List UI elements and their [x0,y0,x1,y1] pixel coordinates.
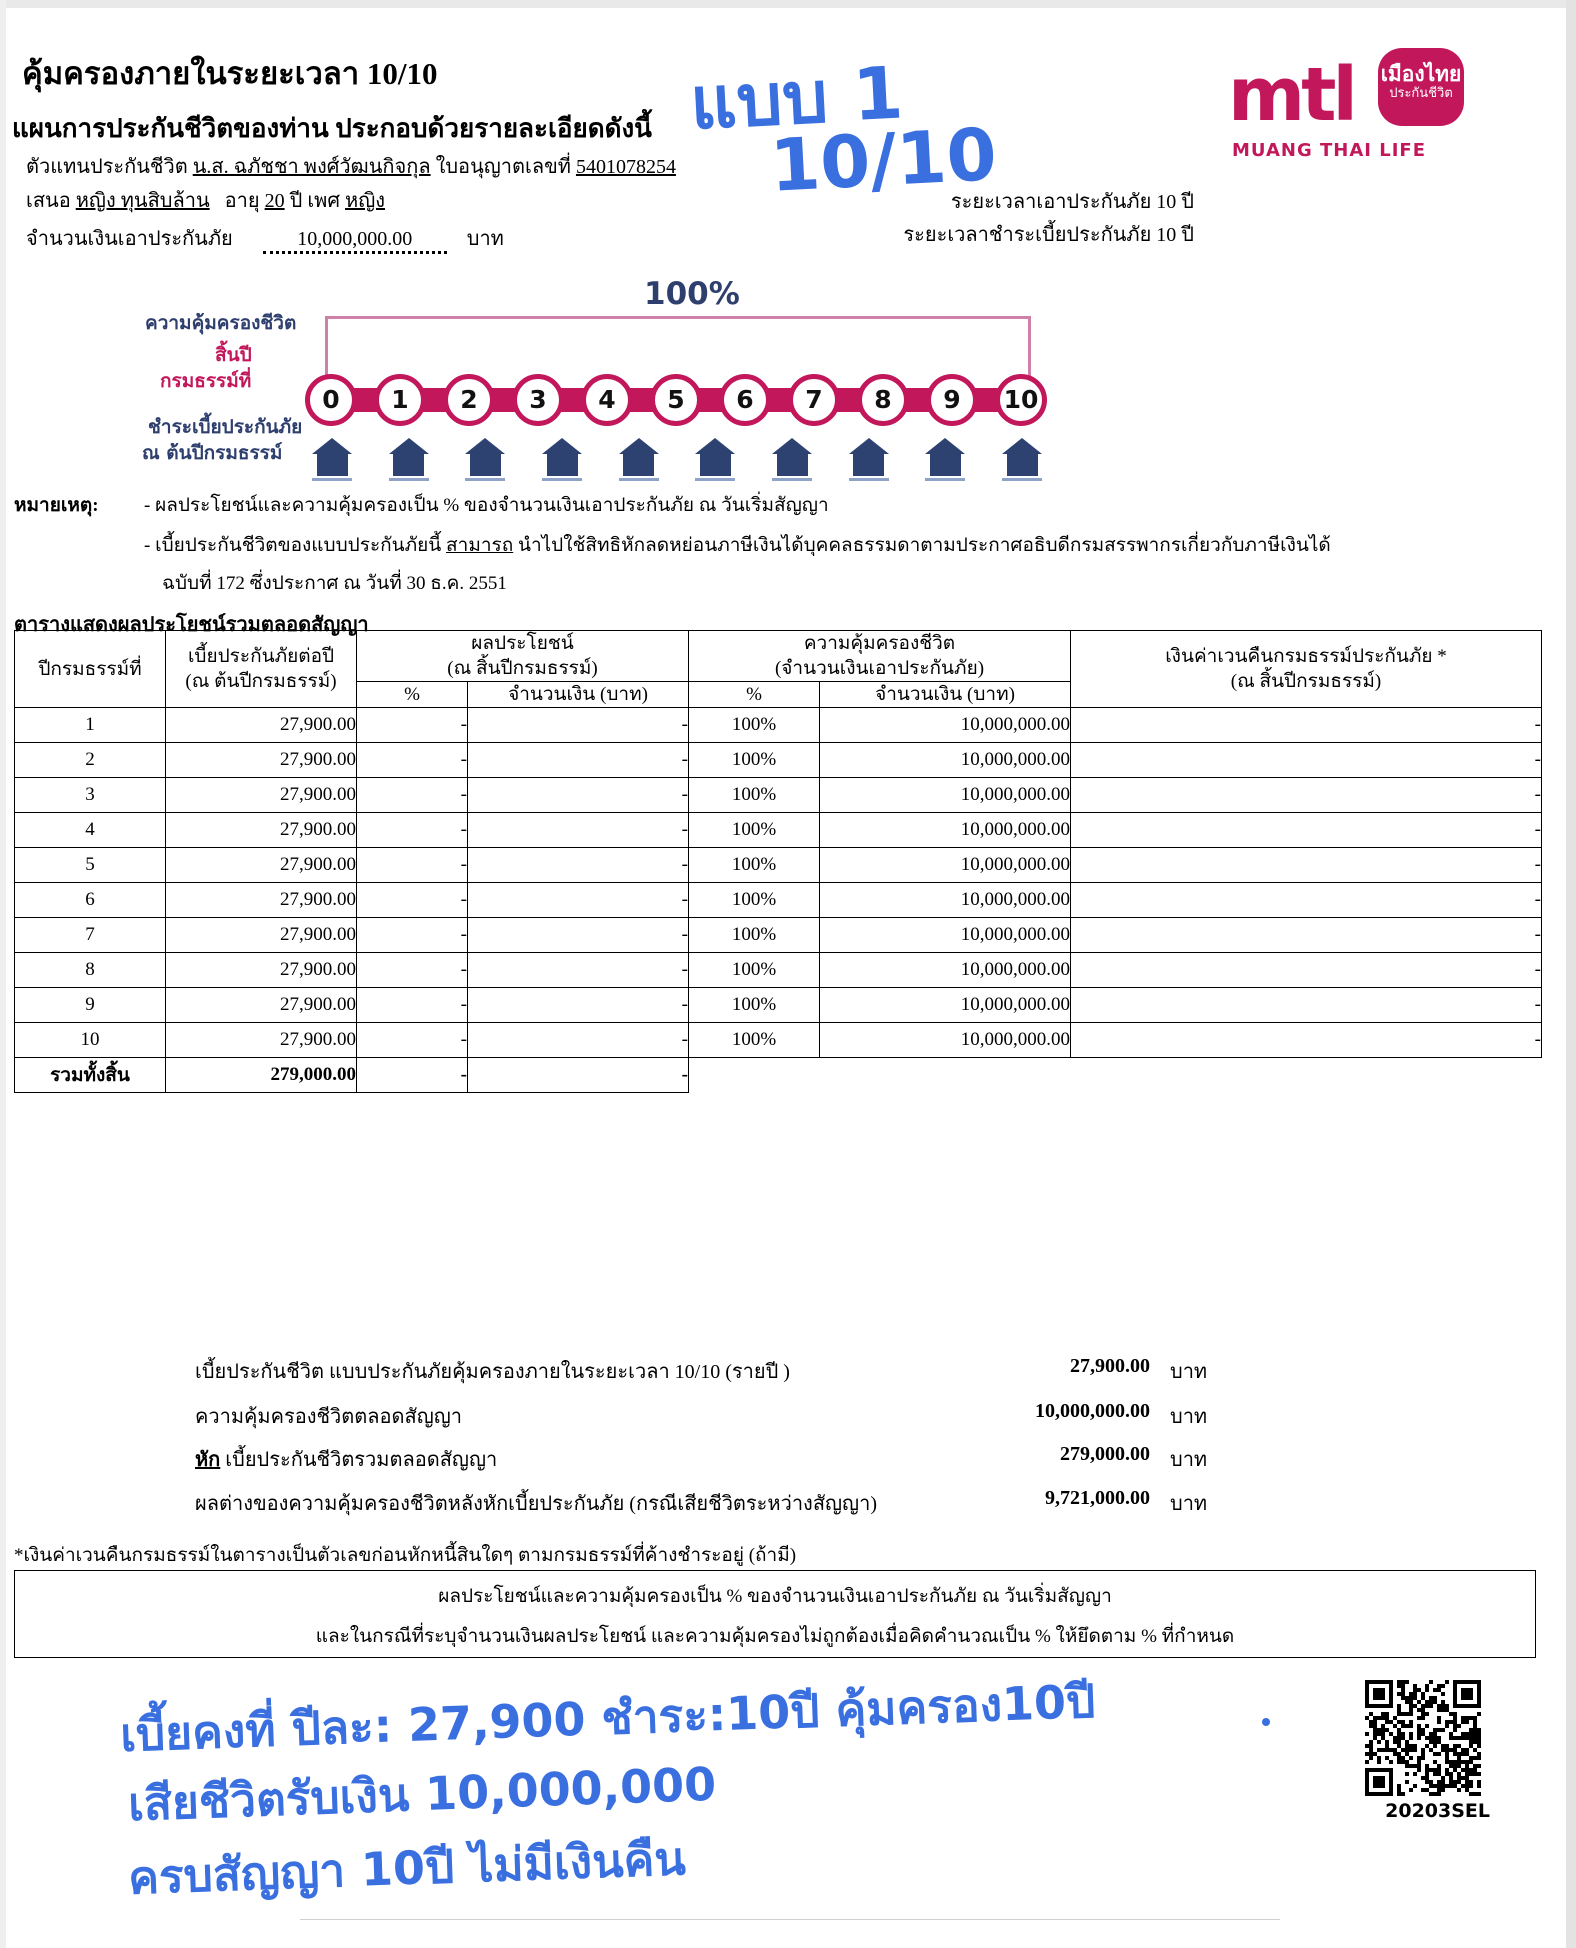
cell-benefit-amount: - [468,813,689,848]
diagram-endyear-label-2: กรมธรรม์ที่ [160,370,252,392]
table-row [15,743,1542,778]
table-footnote: *เงินค่าเวนคืนกรมธรรม์ในตารางเป็นตัวเลขก่อนหักหนี้สินใดๆ ตามกรมธรรม์ที่ค้างชำระอยู่ (ถ้ามี) [14,1545,797,1566]
total-benefit-pct: - [357,1058,468,1093]
cell-surrender: - [1071,848,1542,883]
summary-label-underline-2: หัก [195,1449,221,1471]
cell-year: 1 [15,708,166,743]
summary-label-text-0: เบี้ยประกันชีวิต แบบประกันภัยคุ้มครองภายในระยะเวลา 10/10 (รายปี ) [195,1361,790,1383]
header-premium-line1: เบี้ยประกันภัยต่อปี [187,646,335,667]
header-benefit-line2: (ณ สิ้นปีกรมธรรม์) [447,658,598,679]
note-line-3: ฉบับที่ 172 ซึ่งประกาศ ณ วันที่ 30 ธ.ค. 2551 [162,573,507,594]
cell-year: 6 [15,883,166,918]
table-caption: ตารางแสดงผลประโยชน์รวมตลอดสัญญา [14,614,369,636]
cell-premium: 27,900.00 [166,918,357,953]
scan-edge-right [1566,0,1576,1948]
summary-unit-3: บาท [1170,1493,1208,1515]
header-coverage-pct: % [689,682,820,708]
summary-unit-0: บาท [1170,1361,1208,1383]
cell-coverage-pct: 100% [689,778,820,813]
timeline-node-7: 7 [788,374,840,426]
cell-benefit-pct: - [357,953,468,988]
cell-coverage-pct: 100% [689,953,820,988]
cell-coverage-pct: 100% [689,883,820,918]
sum-insured-value: 10,000,000.00 [263,228,447,254]
cell-coverage-pct: 100% [689,1023,820,1058]
header-benefit [357,631,689,682]
header-coverage [689,631,1071,682]
cell-premium: 27,900.00 [166,813,357,848]
cell-benefit-amount: - [468,953,689,988]
summary-unit-1: บาท [1170,1406,1208,1428]
note-line-2-b: นำไปใช้สิทธิหักลดหย่อนภาษีเงินได้บุคคลธรรมดาตามประกาศอธิบดีกรมสรรพากรเกี่ยวกับภาษีเงินได้ [513,535,1331,556]
cell-year: 10 [15,1023,166,1058]
cell-surrender: - [1071,988,1542,1023]
cell-coverage-amount: 10,000,000.00 [820,813,1071,848]
table-header-row-1 [15,631,1542,682]
table-row [15,918,1542,953]
diagram-payment-label-2: ณ ต้นปีกรมธรรม์ [142,442,283,464]
cell-benefit-pct: - [357,778,468,813]
cell-surrender: - [1071,743,1542,778]
cell-benefit-pct: - [357,743,468,778]
table-row [15,813,1542,848]
cell-benefit-amount: - [468,848,689,883]
header-benefit-amount: จำนวนเงิน (บาท) [468,682,689,708]
header-premium-line2: (ณ ต้นปีกรมธรรม์) [185,671,337,692]
page-subtitle: แผนการประกันชีวิตของท่าน ประกอบด้วยรายละเอียดดังนี้ [12,114,652,143]
table-body [15,708,1542,1093]
cell-premium: 27,900.00 [166,988,357,1023]
cell-benefit-pct: - [357,1023,468,1058]
total-blank [689,1058,1542,1093]
coverage-percent-label: 100% [644,276,740,312]
disclaimer-line-2: และในกรณีที่ระบุจำนวนเงินผลประโยชน์ และความคุ้มครองไม่ถูกต้องเมื่อคิดคำนวณเป็น % ให้ยึดตาม % ที่กำหนด [315,1626,1235,1647]
sum-insured-line [26,222,504,254]
summary-label-3 [195,1487,877,1519]
logo-badge [1378,48,1464,126]
timeline-node-10: 10 [995,374,1047,426]
timeline-node-2: 2 [443,374,495,426]
total-premium: 279,000.00 [166,1058,357,1093]
cell-surrender: - [1071,708,1542,743]
age-label: อายุ [224,190,260,212]
table-total-row [15,1058,1542,1093]
qr-code-svg [1365,1680,1481,1796]
diagram-coverage-label: ความคุ้มครองชีวิต [145,312,297,334]
house-icon [389,438,429,476]
scan-edge-left [0,0,6,1948]
note-line-2-a: - เบี้ยประกันชีวิตของแบบประกันภัยนี้ [144,535,447,556]
sum-insured-unit: บาท [466,228,504,250]
insured-name: หญิง ทุนสิบล้าน [75,190,210,212]
benefit-table [14,630,1542,1093]
cell-benefit-pct: - [357,708,468,743]
header-surrender-line2: (ณ สิ้นปีกรมธรรม์) [1230,671,1382,692]
handwriting-bottom-line2: เสียชีวิตรับเงิน 10,000,000 [127,1756,717,1832]
timeline-node-5: 5 [650,374,702,426]
handwriting-dot [1262,1718,1270,1726]
license-label: ใบอนุญาตเลขที่ [435,156,571,178]
summary-value-1: 10,000,000.00 [1035,1400,1150,1422]
header-surrender-line1: เงินค่าเวนคืนกรมธรรม์ประกันภัย * [1165,646,1447,667]
house-icon [1002,438,1042,476]
timeline-node-8: 8 [857,374,909,426]
agent-label: ตัวแทนประกันชีวิต [26,156,188,178]
header-benefit-line1: ผลประโยชน์ [471,633,574,654]
cell-surrender: - [1071,1023,1542,1058]
table-row [15,848,1542,883]
header-surrender [1071,631,1542,708]
license-number: 5401078254 [575,156,676,178]
cell-benefit-amount: - [468,883,689,918]
cell-coverage-amount: 10,000,000.00 [820,988,1071,1023]
cell-premium: 27,900.00 [166,1023,357,1058]
cell-benefit-pct: - [357,848,468,883]
cell-coverage-amount: 10,000,000.00 [820,918,1071,953]
table-row [15,988,1542,1023]
cell-surrender: - [1071,813,1542,848]
summary-value-0: 27,900.00 [1070,1355,1150,1377]
timeline-node-4: 4 [581,374,633,426]
table-row [15,1023,1542,1058]
summary-label-1 [195,1400,462,1432]
summary-value-2: 279,000.00 [1060,1443,1150,1465]
insured-line [26,184,385,216]
cell-coverage-amount: 10,000,000.00 [820,883,1071,918]
cell-year: 9 [15,988,166,1023]
cell-coverage-amount: 10,000,000.00 [820,708,1071,743]
summary-value-3: 9,721,000.00 [1045,1487,1150,1509]
cell-year: 5 [15,848,166,883]
house-icon [312,438,352,476]
qr-code [1365,1680,1481,1796]
summary-label-text-1: ความคุ้มครองชีวิตตลอดสัญญา [195,1406,463,1428]
sex-value: หญิง [345,190,386,212]
header-coverage-line2: (จำนวนเงินเอาประกันภัย) [774,658,985,679]
table-row [15,953,1542,988]
disclaimer-line-1: ผลประโยชน์และความคุ้มครองเป็น % ของจำนวนเงินเอาประกันภัย ณ วันเริ่มสัญญา [438,1586,1112,1607]
timeline-node-9: 9 [926,374,978,426]
cell-premium: 27,900.00 [166,953,357,988]
scan-edge-top [0,0,1576,8]
cell-coverage-amount: 10,000,000.00 [820,953,1071,988]
handwriting-bottom-line3: ครบสัญญา 10ปี ไม่มีเงินคืน [127,1831,687,1905]
house-icon [695,438,735,476]
cell-surrender: - [1071,953,1542,988]
cell-coverage-pct: 100% [689,848,820,883]
summary-unit-2: บาท [1170,1449,1208,1471]
house-icon [465,438,505,476]
cell-coverage-pct: 100% [689,813,820,848]
table-row [15,778,1542,813]
cell-surrender: - [1071,883,1542,918]
agent-name: น.ส. ฉภัชชา พงศ์วัฒนกิจกุล [192,156,431,178]
cell-year: 3 [15,778,166,813]
house-icon [772,438,812,476]
summary-label-0 [195,1355,790,1387]
policy-term-text: ระยะเวลาเอาประกันภัย 10 ปี [950,191,1194,213]
timeline-node-3: 3 [512,374,564,426]
offer-label: เสนอ [26,190,71,212]
table-row [15,883,1542,918]
sum-insured-label: จำนวนเงินเอาประกันภัย [26,228,233,250]
cell-coverage-pct: 100% [689,988,820,1023]
premium-marker-row [312,438,1052,478]
mtl-logo [1228,48,1468,161]
house-icon [925,438,965,476]
sex-label: เพศ [307,190,341,212]
cell-surrender: - [1071,778,1542,813]
cell-benefit-pct: - [357,883,468,918]
handwriting-top-line2: 10/10 [767,112,999,208]
table-row [15,708,1542,743]
cell-benefit-pct: - [357,813,468,848]
cell-coverage-amount: 10,000,000.00 [820,778,1071,813]
summary-label-text-3: ผลต่างของความคุ้มครองชีวิตหลังหักเบี้ยประกันภัย (กรณีเสียชีวิตระหว่างสัญญา) [195,1493,877,1515]
logo-subtext: MUANG THAI LIFE [1232,140,1427,161]
cell-benefit-amount: - [468,988,689,1023]
header-benefit-pct: % [357,682,468,708]
logo-badge-line1: เมืองไทย [1380,62,1462,86]
disclaimer-box [14,1570,1536,1658]
house-icon [619,438,659,476]
note-line-1: - ผลประโยชน์และความคุ้มครองเป็น % ของจำนวนเงินเอาประกันภัย ณ วันเริ่มสัญญา [144,495,829,516]
cell-benefit-pct: - [357,918,468,953]
benefit-timeline-diagram [120,272,1120,472]
qr-code-label: 20203SEL [1385,1800,1490,1822]
notes-heading: หมายเหตุ: [14,495,99,516]
cell-premium: 27,900.00 [166,883,357,918]
cell-premium: 27,900.00 [166,848,357,883]
cell-coverage-pct: 100% [689,918,820,953]
premium-term-text: ระยะเวลาชำระเบี้ยประกันภัย 10 ปี [903,224,1194,246]
cell-coverage-amount: 10,000,000.00 [820,1023,1071,1058]
age-unit: ปี [289,190,303,212]
cell-surrender: - [1071,918,1542,953]
cell-year: 7 [15,918,166,953]
total-benefit-amount: - [468,1058,689,1093]
diagram-payment-label-1: ชำระเบี้ยประกันภัย [148,416,303,438]
note-line-2 [144,530,1331,560]
header-coverage-line1: ความคุ้มครองชีวิต [803,633,956,654]
cell-benefit-amount: - [468,743,689,778]
header-coverage-amount: จำนวนเงิน (บาท) [820,682,1071,708]
cell-benefit-pct: - [357,988,468,1023]
cell-coverage-pct: 100% [689,743,820,778]
cell-benefit-amount: - [468,708,689,743]
cell-premium: 27,900.00 [166,778,357,813]
handwriting-bottom-line1: เบี้ยคงที่ ปีละ: 27,900 ชำระ:10ปี คุ้มครอง10ปี [119,1673,1097,1763]
cell-coverage-amount: 10,000,000.00 [820,743,1071,778]
cell-benefit-amount: - [468,1023,689,1058]
cell-premium: 27,900.00 [166,708,357,743]
timeline-node-row [305,374,1045,426]
cell-year: 2 [15,743,166,778]
cell-benefit-amount: - [468,918,689,953]
timeline-node-6: 6 [719,374,771,426]
note-line-2-underlined: สามารถ [446,535,514,556]
diagram-endyear-label-1: สิ้นปี [215,344,252,366]
cell-coverage-amount: 10,000,000.00 [820,848,1071,883]
age-value: 20 [264,190,285,212]
logo-wordmark: mtl [1228,52,1354,138]
agent-line [26,150,676,182]
page-title: คุ้มครองภายในระยะเวลา 10/10 [22,56,438,91]
logo-badge-line2: ประกันชีวิต [1389,86,1453,101]
cell-premium: 27,900.00 [166,743,357,778]
cell-coverage-pct: 100% [689,708,820,743]
header-premium [166,631,357,708]
house-icon [542,438,582,476]
total-label: รวมทั้งสิ้น [15,1058,166,1093]
handwriting-top-line1: แบบ 1 [687,50,906,146]
house-icon [849,438,889,476]
cell-year: 4 [15,813,166,848]
header-year: ปีกรมธรรม์ที่ [15,631,166,708]
cell-benefit-amount: - [468,778,689,813]
footer-divider [300,1919,1280,1920]
cell-year: 8 [15,953,166,988]
summary-label-text-2: เบี้ยประกันชีวิตรวมตลอดสัญญา [220,1449,498,1471]
timeline-node-1: 1 [374,374,426,426]
summary-label-2 [195,1443,497,1475]
timeline-node-0: 0 [305,374,357,426]
